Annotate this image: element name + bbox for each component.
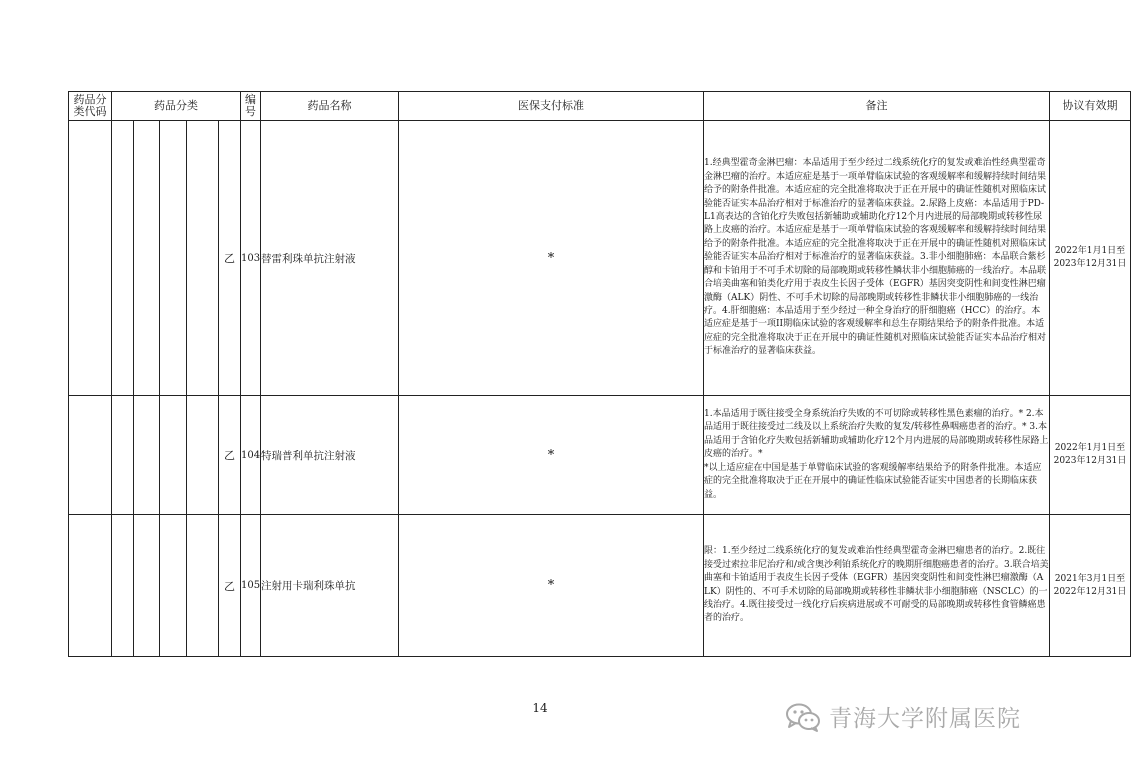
drug-number: 105 (241, 515, 261, 657)
table-row (69, 396, 1131, 515)
header-note: 备注 (704, 92, 1050, 121)
cell-code (69, 515, 112, 657)
validity-start: 2021年3月1日至 (1054, 573, 1126, 584)
drug-table (68, 91, 1131, 657)
drug-note-extra: *以上适应症在中国是基于单臂临床试验的客观缓解率结果给予的附条件批准。本适应症的完全批准将取决于正在开展中的确证性临床试验能否证实中国患者的长期临床获益。 (704, 462, 1042, 500)
validity-end: 2023年12月31日 (1053, 259, 1127, 269)
header-name: 药品名称 (261, 92, 399, 121)
drug-note-main: 1.本品适用于既往接受全身系统治疗失败的不可切除或转移性黑色素瘤的治疗。* 2.本品适用于既往接受过二线及以上系统治疗失败的复发/转移性鼻咽癌患者的治疗。* 3.本品适用于含铂化疗失败包括新辅助或辅助化疗12个月内进展的局部晚期或转移性尿路上皮癌的治疗。* (704, 409, 1049, 460)
validity-start: 2022年1月1日至 (1054, 443, 1126, 453)
wechat-icon (785, 702, 821, 732)
validity-end: 2023年12月31日 (1053, 456, 1127, 466)
validity-end: 2022年12月31日 (1053, 586, 1127, 597)
drug-number: 104 (241, 396, 261, 515)
page-number: 14 (532, 701, 548, 715)
header-number: 编号 (241, 92, 261, 121)
watermark (785, 700, 1021, 733)
header-validity: 协议有效期 (1050, 92, 1131, 121)
payment-standard: * (399, 515, 704, 657)
table-row (69, 515, 1131, 657)
drug-class: 乙 (219, 396, 241, 515)
validity-start: 2022年1月1日至 (1054, 246, 1126, 256)
drug-name: 注射用卡瑞利珠单抗 (261, 515, 399, 657)
payment-standard: * (399, 121, 704, 396)
header-category: 药品分类 (112, 92, 241, 121)
validity-period (1050, 396, 1131, 515)
cell-code (69, 396, 112, 515)
header-standard: 医保支付标准 (399, 92, 704, 121)
validity-period (1050, 121, 1131, 396)
drug-class: 乙 (219, 515, 241, 657)
cell-code (69, 121, 112, 396)
drug-note: 1.经典型霍奇金淋巴瘤：本品适用于至少经过二线系统化疗的复发或难治性经典型霍奇金淋巴瘤的治疗。本适应症是基于一项单臂临床试验的客观缓解率和缓解持续时间结果给予的附条件批准。本适应症的完全批准将取决于正在开展中的确证性随机对照临床试验能否证实本品治疗相对于标准治疗的显著临床获益。2.尿路上皮癌：本品适用于PD-L1高表达的含铂化疗失败包括新辅助或辅助化疗12个月内进展的局部晚期或转移性尿路上皮癌的治疗。本适应症是基于一项单臂临床试验的客观缓解率和缓解持续时间结果给予的附条件批准。本适应症的完全批准将取决于正在开展中的确证性随机对照临床试验能否证实本品治疗相对于标准治疗的显著临床获益。3.非小细胞肺癌：本品联合紫杉醇和卡铂用于不可手术切除的局部晚期或转移性鳞状非小细胞肺癌的一线治疗。本品联合培美曲塞和铂类化疗用于表皮生长因子受体（EGFR）基因突变阴性和间变性淋巴瘤激酶（ALK）阴性、不可手术切除的局部晚期或转移性非鳞状非小细胞肺癌的一线治疗。4.肝细胞癌：本品适用于至少经过一种全身治疗的肝细胞癌（HCC）的治疗。本适应症是基于一项II期临床试验的客观缓解率和总生存期结果给予的附条件批准。本适应症的完全批准将取决于正在开展中的确证性随机对照临床试验能否证实本品治疗相对于标准治疗的显著临床获益。 (704, 121, 1050, 396)
drug-class: 乙 (219, 121, 241, 396)
drug-name: 特瑞普利单抗注射液 (261, 396, 399, 515)
watermark-text: 青海大学附属医院 (829, 706, 1021, 732)
payment-standard: * (399, 396, 704, 515)
header-row (69, 92, 1131, 121)
drug-note: 限：1.至少经过二线系统化疗的复发或难治性经典型霍奇金淋巴瘤患者的治疗。2.既往接受过索拉非尼治疗和/或含奥沙利铂系统化疗的晚期肝细胞癌患者的治疗。3.联合培美曲塞和卡铂适用于表皮生长因子受体（EGFR）基因突变阴性和间变性淋巴瘤激酶（ALK）阴性的、不可手术切除的局部晚期或转移性非鳞状非小细胞肺癌（NSCLC）的一线治疗。4.既往接受过一线化疗后疾病进展或不可耐受的局部晚期或转移性食管鳞癌患者的治疗。 (704, 515, 1050, 657)
table-row (69, 121, 1131, 396)
header-code: 药品分类代码 (69, 92, 112, 121)
drug-number: 103 (241, 121, 261, 396)
drug-note (704, 396, 1050, 515)
drug-name: 替雷利珠单抗注射液 (261, 121, 399, 396)
validity-period (1050, 515, 1131, 657)
